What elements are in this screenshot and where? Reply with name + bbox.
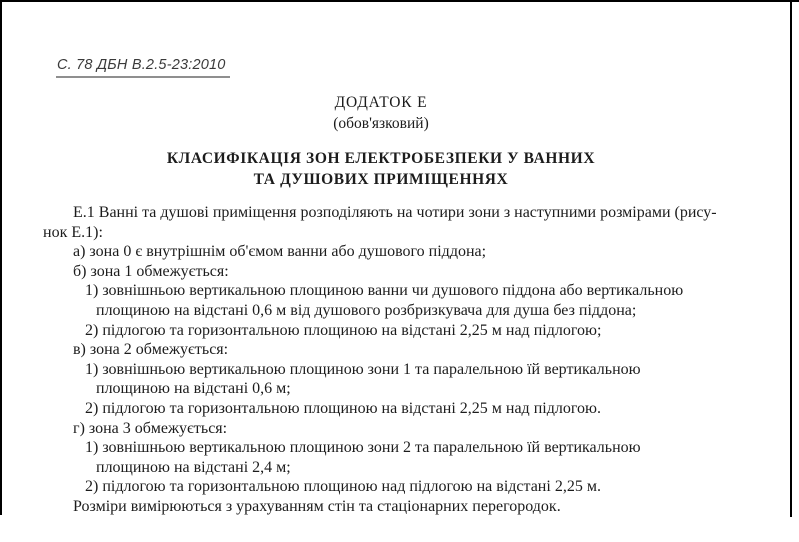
body-line: площиною на відстані 2,4 м; <box>96 458 291 476</box>
body-line: 2) підлогою та горизонтальною площиною на відстані 2,25 м над підлогою; <box>85 321 602 339</box>
document-heading-line1: КЛАСИФІКАЦІЯ ЗОН ЕЛЕКТРОБЕЗПЕКИ У ВАННИХ <box>166 150 596 167</box>
page-frame-right <box>790 0 792 517</box>
body-line: а) зона 0 є внутрішнім об'ємом ванни або душового піддона; <box>73 243 487 261</box>
running-header: С. 78 ДБН В.2.5-23:2010 <box>56 57 230 78</box>
body-line: площиною на відстані 0,6 м від душового розбризкувача для душа без піддона; <box>96 301 637 319</box>
body-line: 1) зовнішньою вертикальною площиною зони 2 та паралельною їй вертикальною <box>85 439 641 457</box>
body-line: г) зона 3 обмежується: <box>73 419 228 437</box>
body-line: 2) підлогою та горизонтальною площиною на відстані 2,25 м над підлогою. <box>85 399 601 417</box>
page-content <box>43 0 719 542</box>
page-frame-left <box>0 0 2 515</box>
annex-title: ДОДАТОК Е <box>334 94 428 111</box>
annex-subtitle: (обов'язковий) <box>333 115 429 132</box>
body-line: площиною на відстані 0,6 м; <box>96 380 291 398</box>
body-line: в) зона 2 обмежується: <box>73 341 229 359</box>
body-line: 2) підлогою та горизонтальною площиною над підлогою на відстані 2,25 м. <box>85 478 601 496</box>
document-heading-line2: ТА ДУШОВИХ ПРИМІЩЕННЯХ <box>253 171 509 188</box>
body-line: Е.1 Ванні та душові приміщення розподіляють на чотири зони з наступними розмірами (рису- <box>73 204 717 221</box>
body-line: б) зона 1 обмежується: <box>73 262 229 280</box>
body-text <box>43 203 719 517</box>
body-line: Розміри вимірюються з урахуванням стін та стаціонарних перегородок. <box>73 497 561 515</box>
body-line: нок Е.1): <box>43 223 103 241</box>
body-line: 1) зовнішньою вертикальною площиною зони 1 та паралельною їй вертикальною <box>85 360 641 378</box>
body-line: 1) зовнішньою вертикальною площиною ванни чи душового піддона або вертикальною <box>85 282 684 300</box>
